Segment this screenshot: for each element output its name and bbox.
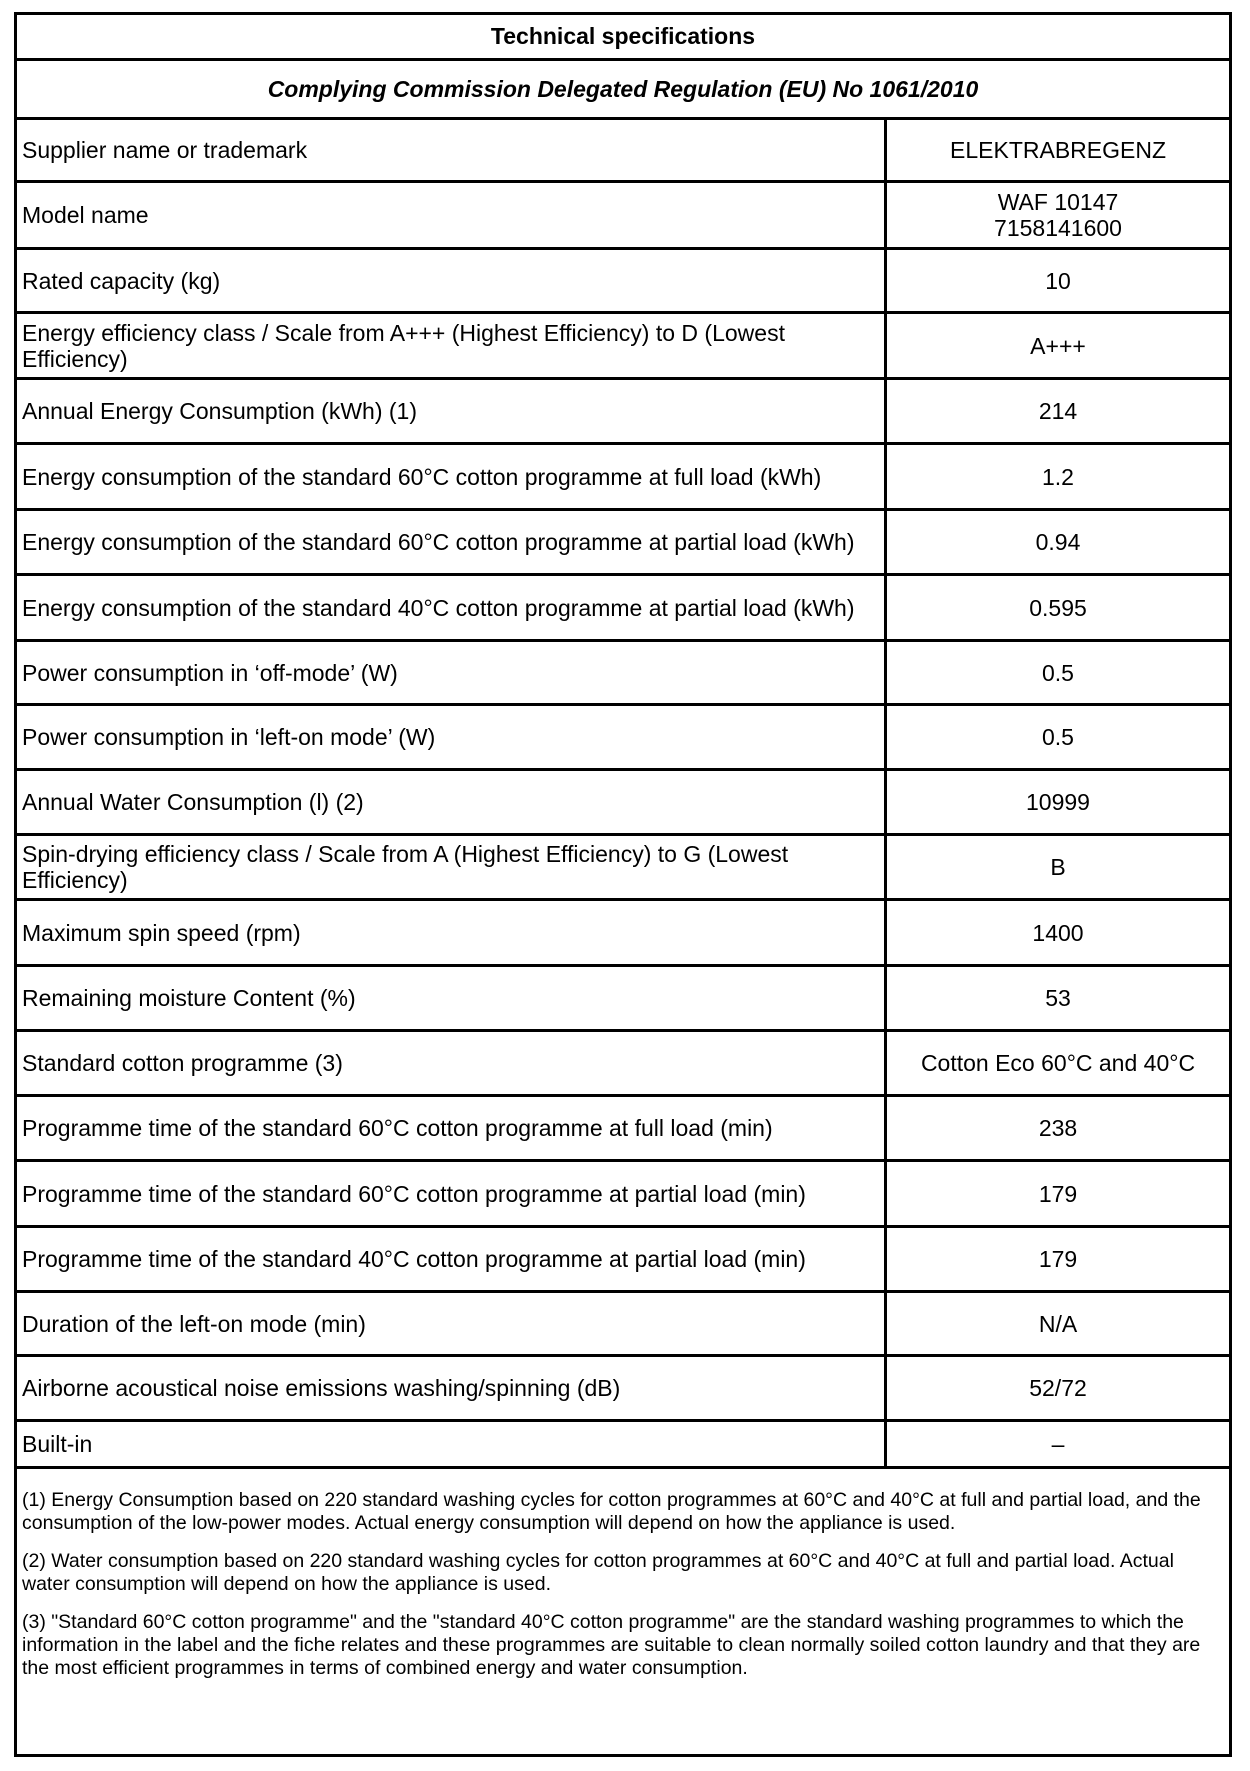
spec-label: Airborne acoustical noise emissions washing/spinning (dB) xyxy=(17,1357,887,1419)
spec-row xyxy=(17,1097,1229,1162)
spec-row xyxy=(17,642,1229,706)
spec-label: Energy consumption of the standard 60°C cotton programme at full load (kWh) xyxy=(17,445,887,508)
spec-row xyxy=(17,445,1229,511)
spec-row xyxy=(17,771,1229,836)
spec-label: Remaining moisture Content (%) xyxy=(17,967,887,1029)
sheet-title: Technical specifications xyxy=(17,15,1229,61)
spec-label: Power consumption in ‘left-on mode’ (W) xyxy=(17,706,887,768)
spec-label: Energy consumption of the standard 40°C cotton programme at partial load (kWh) xyxy=(17,576,887,639)
spec-row xyxy=(17,1357,1229,1422)
spec-value: 10999 xyxy=(1026,789,1090,815)
spec-label: Energy efficiency class / Scale from A+++ (Highest Efficiency) to D (Lowest Efficiency) xyxy=(17,314,887,377)
spec-row xyxy=(17,1032,1229,1097)
spec-row xyxy=(17,314,1229,380)
spec-label: Energy consumption of the standard 60°C cotton programme at partial load (kWh) xyxy=(17,511,887,573)
spec-value: 52/72 xyxy=(1029,1375,1087,1401)
spec-label: Programme time of the standard 60°C cotton programme at partial load (min) xyxy=(17,1162,887,1225)
spec-row xyxy=(17,1293,1229,1357)
spec-row xyxy=(17,967,1229,1032)
spec-row xyxy=(17,380,1229,445)
spec-value: 179 xyxy=(1038,1246,1078,1272)
spec-label: Built-in xyxy=(17,1422,887,1466)
spec-row xyxy=(17,1422,1229,1469)
spec-value: A+++ xyxy=(1030,332,1086,359)
spec-label: Standard cotton programme (3) xyxy=(17,1032,887,1094)
spec-value: 214 xyxy=(1038,398,1078,424)
spec-value: N/A xyxy=(1038,1310,1078,1337)
spec-label: Rated capacity (kg) xyxy=(17,250,887,311)
spec-row xyxy=(17,706,1229,771)
spec-row xyxy=(17,576,1229,642)
spec-label: Power consumption in ‘off-mode’ (W) xyxy=(17,642,887,703)
spec-value: – xyxy=(1051,1431,1065,1457)
spec-label: Model name xyxy=(17,183,887,247)
spec-row xyxy=(17,250,1229,314)
spec-row xyxy=(17,511,1229,576)
spec-label: Programme time of the standard 40°C cotton programme at partial load (min) xyxy=(17,1228,887,1290)
spec-value: B xyxy=(1050,854,1066,880)
spec-label: Annual Water Consumption (l) (2) xyxy=(17,771,887,833)
spec-row xyxy=(17,183,1229,250)
spec-value: Cotton Eco 60°C and 40°C xyxy=(920,1050,1196,1076)
spec-value: ELEKTRABREGENZ xyxy=(950,137,1166,163)
spec-value: 0.5 xyxy=(1042,659,1074,686)
spec-value: 238 xyxy=(1038,1115,1078,1141)
spec-row xyxy=(17,120,1229,183)
spec-row xyxy=(17,901,1229,967)
sheet-subtitle: Complying Commission Delegated Regulation (EU) No 1061/2010 xyxy=(17,61,1229,120)
spec-value: 53 xyxy=(1045,985,1071,1011)
spec-value: 0.5 xyxy=(1042,724,1074,750)
spec-value: 1400 xyxy=(1032,919,1084,946)
spec-label: Supplier name or trademark xyxy=(17,120,887,180)
spec-value: WAF 10147 7158141600 xyxy=(994,189,1122,241)
spec-sheet xyxy=(14,12,1232,1757)
spec-label: Maximum spin speed (rpm) xyxy=(17,901,887,964)
spec-value: 10 xyxy=(1045,267,1071,294)
spec-label: Annual Energy Consumption (kWh) (1) xyxy=(17,380,887,442)
spec-label: Duration of the left-on mode (min) xyxy=(17,1293,887,1354)
spec-value: 0.94 xyxy=(1035,529,1081,555)
footnote: (3) "Standard 60°C cotton programme" and the "standard 40°C cotton programme" are the standard washing programmes to which the information in the label and the fiche relates and these programmes are suitable to clean normally soiled cotton laundry and that they are the most efficient programmes in terms of combined energy and water consumption. xyxy=(22,1611,1201,1679)
spec-label: Programme time of the standard 60°C cotton programme at full load (min) xyxy=(17,1097,887,1159)
spec-value: 1.2 xyxy=(1042,463,1074,490)
footnotes xyxy=(17,1469,1229,1754)
footnote: (2) Water consumption based on 220 standard washing cycles for cotton programmes at 60°C and 40°C at full and partial load. Actual water consumption will depend on how the appliance is used. xyxy=(22,1550,1174,1595)
spec-label: Spin-drying efficiency class / Scale from A (Highest Efficiency) to G (Lowest Efficiency) xyxy=(17,836,887,898)
spec-row xyxy=(17,1228,1229,1293)
spec-value: 0.595 xyxy=(1029,594,1087,621)
footnote: (1) Energy Consumption based on 220 standard washing cycles for cotton programmes at 60°C and 40°C at full and partial load, and the consumption of the low-power modes. Actual energy consumption will depend on how the appliance is used. xyxy=(22,1489,1201,1534)
spec-row xyxy=(17,1162,1229,1228)
spec-row xyxy=(17,836,1229,901)
spec-value: 179 xyxy=(1038,1180,1078,1207)
